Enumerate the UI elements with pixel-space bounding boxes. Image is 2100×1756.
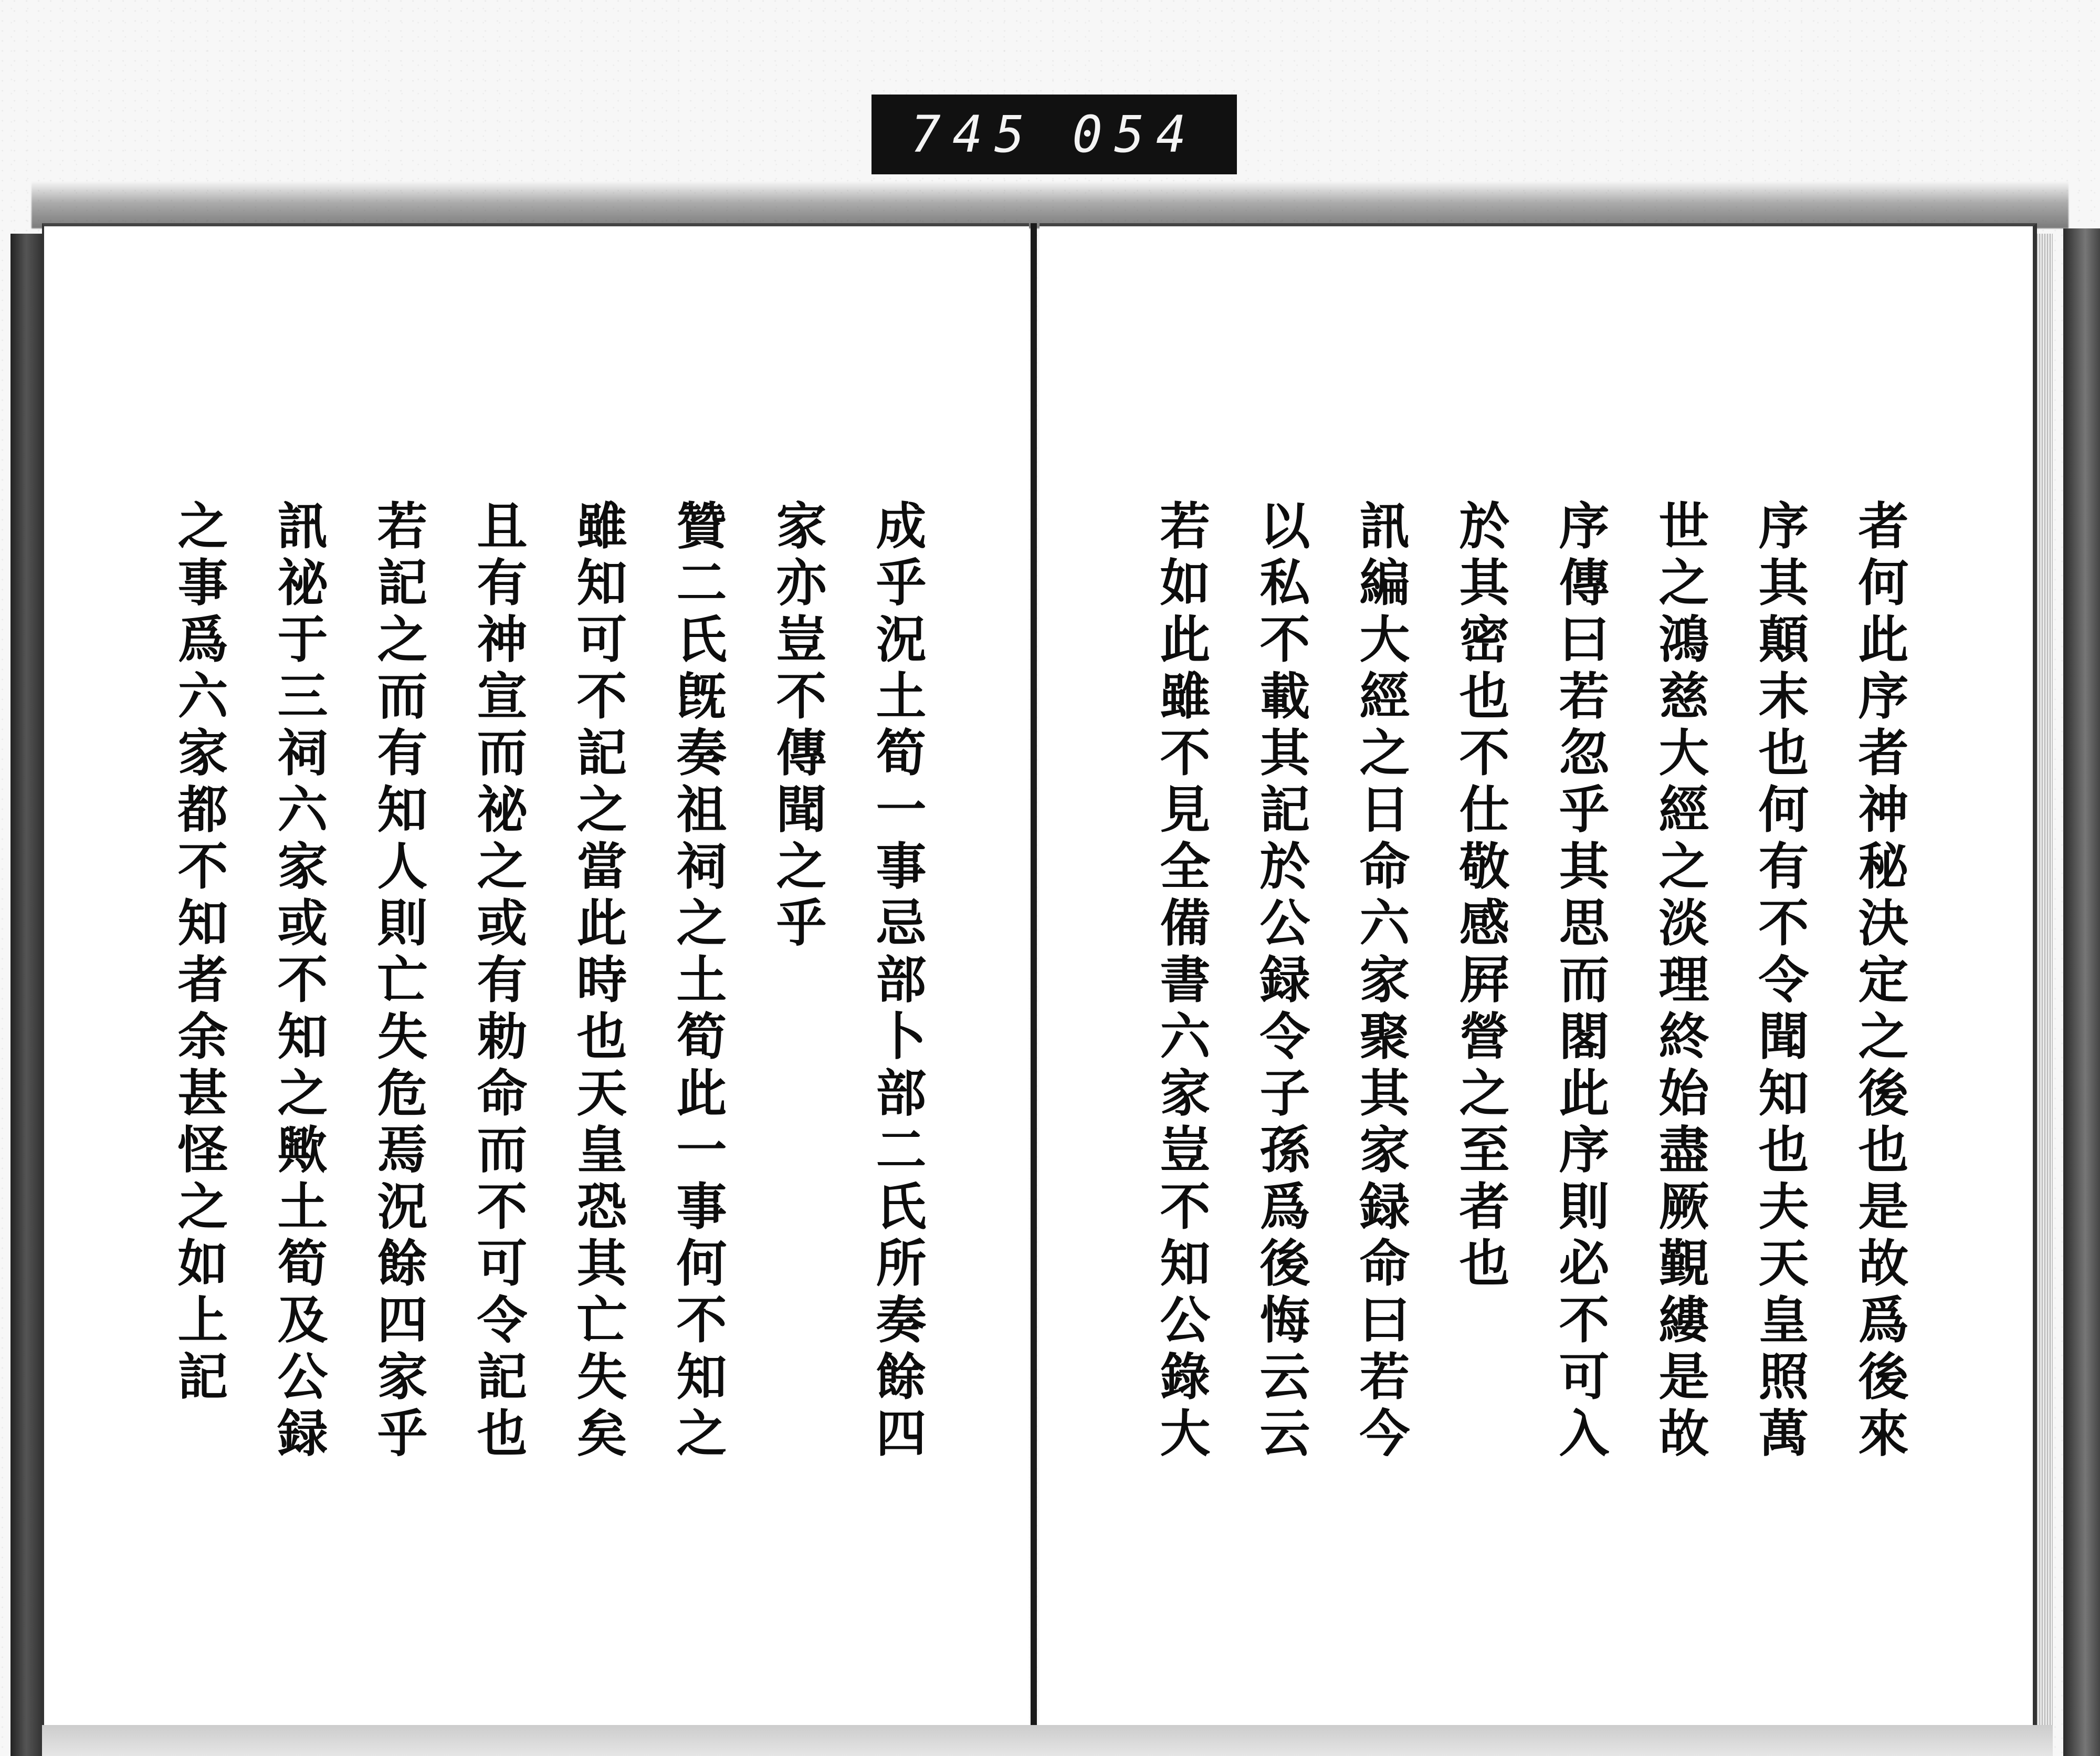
reel-number: 745 [910, 105, 1036, 164]
left-column-4: 雖知可不記之當此時也天皇恐其亡失矣 [569, 499, 628, 1464]
right-page [1040, 223, 2037, 1730]
right-column-4: 序傳曰若忽乎其思而閣此序則必不可入 [1551, 499, 1610, 1464]
page-stack-edge [2037, 234, 2053, 1725]
right-column-2: 序其顛末也何有不令聞知也夫天皇照萬 [1750, 499, 1810, 1464]
frame-number: 054 [1072, 105, 1198, 164]
left-column-6: 若記之而有知人則亡失危焉況餘四家乎 [369, 499, 428, 1464]
left-column-7: 訊祕于三祠六家或不知之歟土筍及公録 [269, 499, 329, 1464]
book-gutter [1031, 223, 1037, 1756]
right-column-1: 者何此序者神秘決定之後也是故爲後來 [1850, 499, 1909, 1464]
right-column-6: 訊編大經之日命六家聚其家録命曰若今 [1351, 499, 1411, 1464]
left-page-text [149, 499, 947, 1691]
left-column-1: 成乎況土筍一事忌部卜部二氏所奏餘四 [868, 499, 927, 1464]
right-column-7: 以私不載其記於公録令子孫爲後悔云云 [1252, 499, 1311, 1464]
right-column-3: 世之鴻慈大經之淡理終始盡厥覲縷是故 [1651, 499, 1710, 1464]
right-column-8: 若如此雖不見全備書六家豈不知公錄大 [1152, 499, 1211, 1464]
microfilm-frame-label [872, 95, 1237, 174]
left-column-8: 之事爲六家都不知者余甚怪之如上記 [170, 499, 229, 1407]
right-page-text [1131, 499, 1929, 1691]
right-column-5: 於其密也不仕敬感屛營之至者也 [1451, 499, 1510, 1293]
left-page [42, 223, 1029, 1730]
book-top-edge [32, 181, 2068, 228]
book-bottom-edge [42, 1725, 2053, 1756]
open-book [16, 223, 2079, 1756]
left-column-2: 家亦豈不傳聞之乎 [768, 499, 827, 953]
left-column-5: 且有神宣而祕之或有勅命而不可令記也 [469, 499, 528, 1464]
left-cover-edge [10, 234, 42, 1756]
right-cover-edge [2063, 228, 2100, 1756]
left-column-3: 贊二氏旣奏祖祠之土筍此一事何不知之 [668, 499, 728, 1464]
